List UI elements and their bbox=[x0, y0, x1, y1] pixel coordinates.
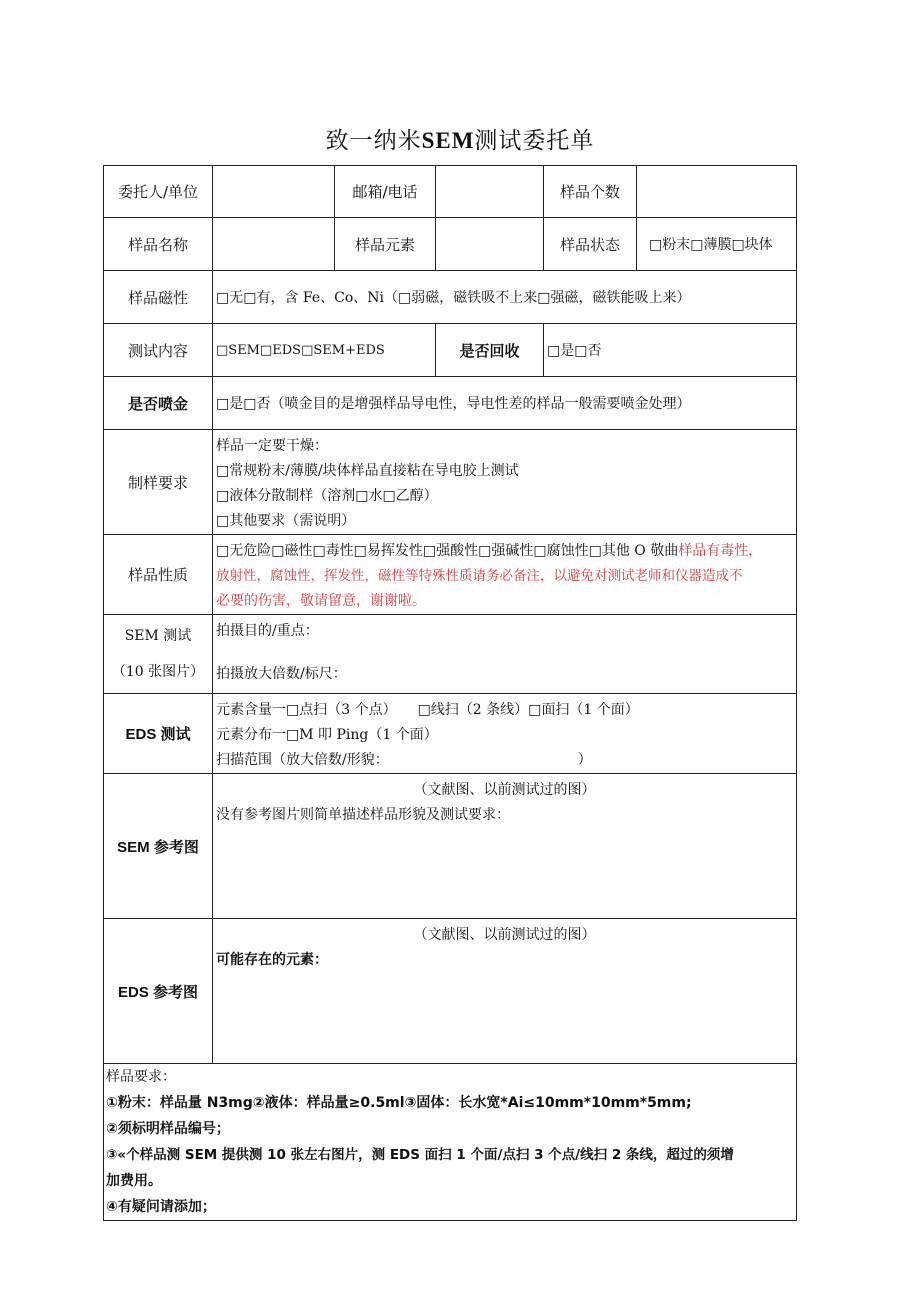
sem-test-label bbox=[104, 615, 213, 694]
sample-requirements bbox=[104, 1064, 797, 1221]
row-client bbox=[104, 166, 797, 218]
row-sem-test bbox=[104, 615, 797, 694]
sem-reference-area[interactable] bbox=[213, 774, 797, 919]
commission-form bbox=[103, 165, 797, 1221]
sem-magnification[interactable]: 拍摄放大倍数/标尺： bbox=[216, 666, 347, 682]
sem-reference-hint: （文献图、以前测试过的图） bbox=[413, 782, 596, 798]
recycle-options[interactable]: □是□否 bbox=[544, 324, 797, 377]
row-sample-properties bbox=[104, 535, 797, 615]
client-label: 委托人/单位 bbox=[104, 166, 213, 218]
requirements-line: ③«个样品测 SEM 提供测 10 张左右图片，测 EDS 面扫 1 个面/点扫 3 个点/线扫 2 条线，超过的须增 bbox=[106, 1147, 734, 1163]
sample-state-label: 样品状态 bbox=[544, 218, 637, 271]
prep-line[interactable]: □常规粉末/薄膜/块体样品直接粘在导电胶上测试 bbox=[216, 463, 519, 479]
eds-reference-area[interactable] bbox=[213, 919, 797, 1064]
sample-element-label: 样品元素 bbox=[335, 218, 436, 271]
row-gold-spray bbox=[104, 377, 797, 430]
properties-options[interactable] bbox=[213, 535, 797, 615]
gold-spray-label: 是否喷金 bbox=[104, 377, 213, 430]
properties-warning: 放射性，腐蚀性，挥发性，磁性等特殊性质请务必备注，以避免对测试老师和仪器造成不 bbox=[216, 568, 743, 584]
test-content-label: 测试内容 bbox=[104, 324, 213, 377]
eds-test-label: EDS 测试 bbox=[104, 694, 213, 774]
sem-test-label-line: （10 张图片） bbox=[111, 664, 205, 680]
test-content-options[interactable]: □SEM□EDS□SEM+EDS bbox=[213, 324, 436, 377]
requirements-line: ①粉末：样品量 N3mg②液体：样品量≥0.5ml③固体：长水宽*Ai≤10mm*10mm*5mm; bbox=[106, 1095, 692, 1111]
requirements-line: ②须标明样品编号； bbox=[106, 1121, 230, 1137]
properties-warning: 必要的伤害，敬请留意，谢谢啦。 bbox=[216, 593, 426, 609]
prep-line[interactable]: □液体分散制样（溶剂□水□乙醇） bbox=[216, 488, 438, 504]
eds-content-options[interactable]: 元素含量一□点扫（3 个点） □线扫（2 条线）□面扫（1 个面） bbox=[216, 702, 639, 718]
gold-spray-options[interactable]: □是□否（喷金目的是增强样品导电性，导电性差的样品一般需要喷金处理） bbox=[213, 377, 797, 430]
sem-test-fields[interactable] bbox=[213, 615, 797, 694]
row-sem-reference bbox=[104, 774, 797, 919]
properties-checkboxes[interactable]: □无危险□磁性□毒性□易挥发性□强酸性□强碱性□腐蚀性□其他 O 敬曲 bbox=[216, 543, 679, 559]
prep-options[interactable] bbox=[213, 430, 797, 535]
sample-element-field[interactable] bbox=[436, 218, 544, 271]
eds-mapping-options[interactable]: 元素分布一□M 叩 Ping（1 个面） bbox=[216, 727, 438, 743]
sem-reference-label: SEM 参考图 bbox=[104, 774, 213, 919]
sem-purpose[interactable]: 拍摄目的/重点： bbox=[216, 623, 319, 639]
eds-scan-range[interactable]: 扫描范围（放大倍数/形貌： ） bbox=[216, 752, 592, 768]
eds-reference-elements: 可能存在的元素： bbox=[216, 952, 328, 968]
email-field[interactable] bbox=[436, 166, 544, 218]
eds-reference-label: EDS 参考图 bbox=[104, 919, 213, 1064]
row-prep-requirements bbox=[104, 430, 797, 535]
row-requirements bbox=[104, 1064, 797, 1221]
row-eds-reference bbox=[104, 919, 797, 1064]
requirements-line: 加费用。 bbox=[106, 1173, 162, 1189]
page-title: 致一纳米SEM测试委托单 bbox=[325, 128, 595, 154]
properties-label: 样品性质 bbox=[104, 535, 213, 615]
magnetism-options[interactable]: □无□有，含 Fe、Co、Ni（□弱磁，磁铁吸不上来□强磁，磁铁能吸上来） bbox=[213, 271, 797, 324]
email-label: 邮箱/电话 bbox=[335, 166, 436, 218]
row-magnetism bbox=[104, 271, 797, 324]
properties-warning: 样品有毒性， bbox=[678, 543, 763, 559]
prep-line: 样品一定要干燥： bbox=[216, 438, 328, 454]
sem-reference-description: 没有参考图片则简单描述样品形貌及测试要求： bbox=[216, 807, 510, 823]
sample-state-options[interactable]: □粉末□薄膜□块体 bbox=[637, 218, 797, 271]
eds-test-fields[interactable] bbox=[213, 694, 797, 774]
magnetism-label: 样品磁性 bbox=[104, 271, 213, 324]
sample-name-field[interactable] bbox=[213, 218, 335, 271]
prep-label: 制样要求 bbox=[104, 430, 213, 535]
sample-count-label: 样品个数 bbox=[544, 166, 637, 218]
sample-name-label: 样品名称 bbox=[104, 218, 213, 271]
requirements-line: ④有疑问请添加； bbox=[106, 1199, 216, 1215]
sample-count-field[interactable] bbox=[637, 166, 797, 218]
client-field[interactable] bbox=[213, 166, 335, 218]
recycle-label: 是否回收 bbox=[436, 324, 544, 377]
row-eds-test bbox=[104, 694, 797, 774]
sem-test-label-line: SEM 测试 bbox=[124, 628, 192, 644]
row-test-content bbox=[104, 324, 797, 377]
requirements-heading: 样品要求： bbox=[106, 1069, 176, 1085]
row-sample-name bbox=[104, 218, 797, 271]
eds-reference-hint: （文献图、以前测试过的图） bbox=[413, 927, 596, 943]
prep-line[interactable]: □其他要求（需说明） bbox=[216, 513, 356, 529]
